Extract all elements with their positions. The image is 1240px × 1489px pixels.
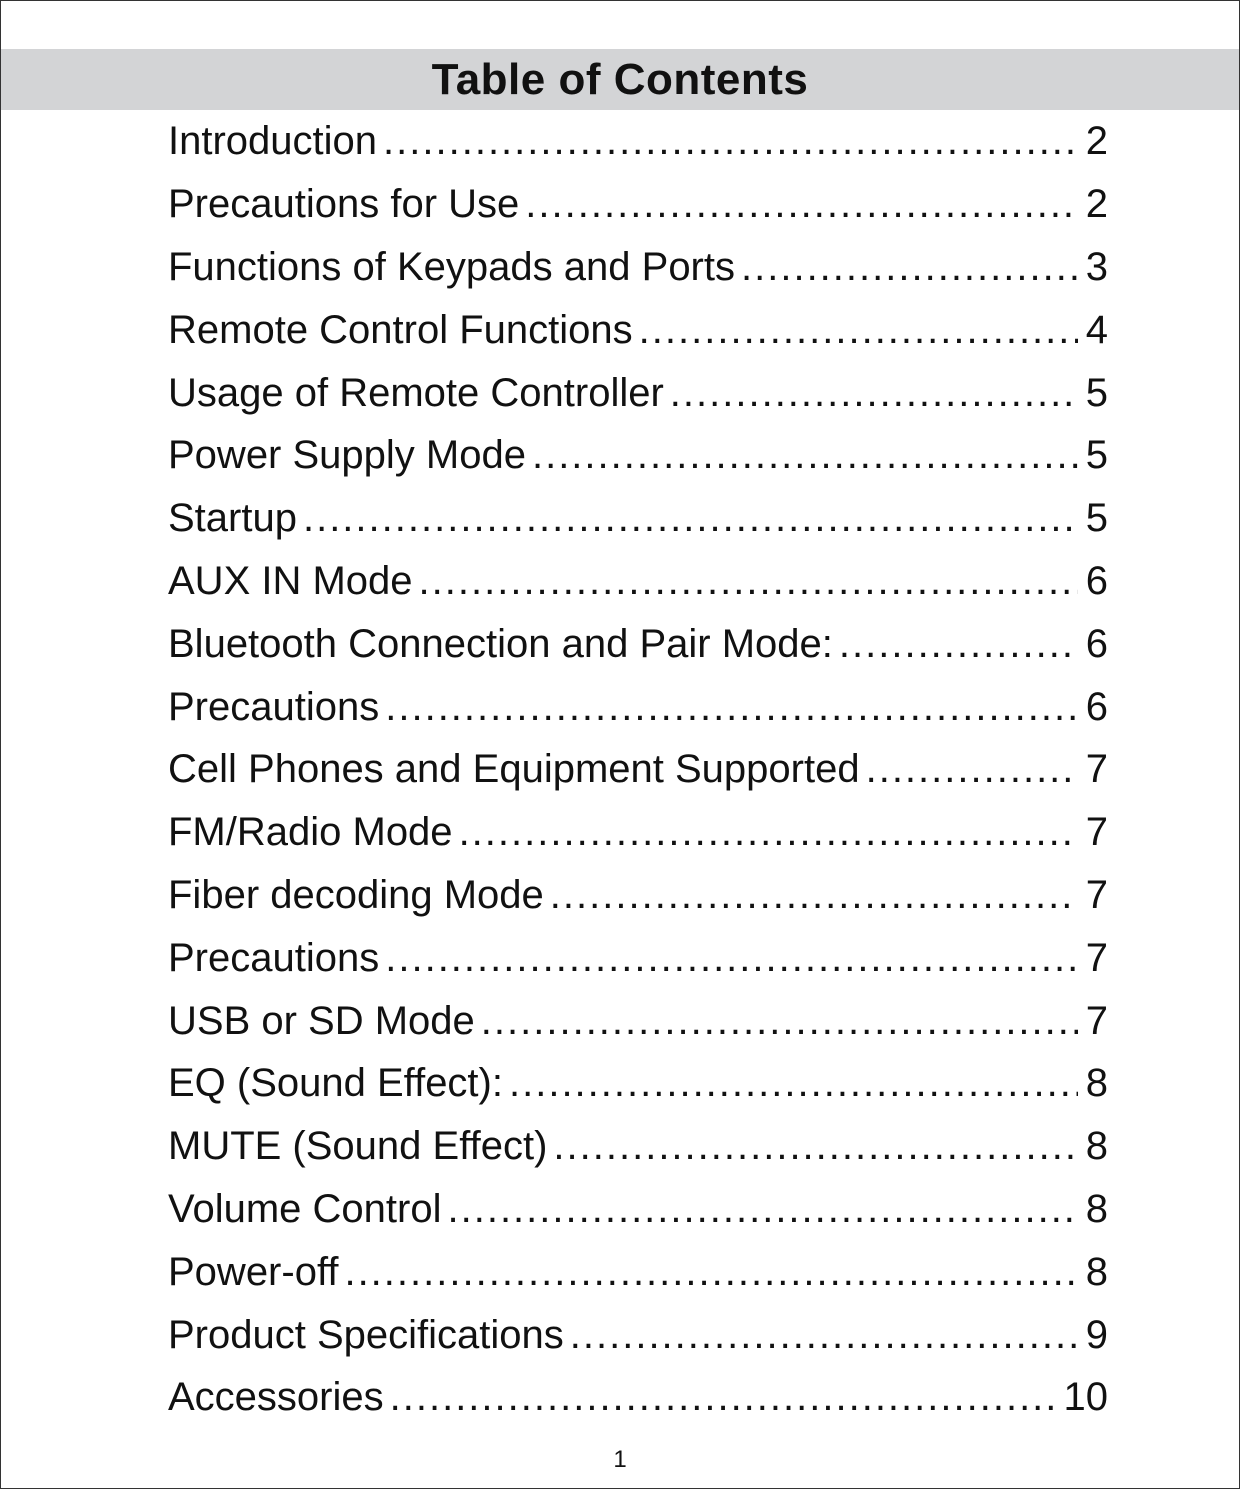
- toc-entry-page: 6: [1085, 684, 1108, 729]
- toc-entry-power-supply-mode[interactable]: [168, 424, 1108, 487]
- toc-entry-page: 3: [1085, 244, 1108, 289]
- toc-dot-leader: [385, 938, 1078, 978]
- toc-dot-leader: [741, 247, 1078, 287]
- toc-entry-label: Bluetooth Connection and Pair Mode:: [168, 621, 833, 666]
- toc-entry-bluetooth-connection[interactable]: [168, 612, 1108, 675]
- toc-dot-leader: [459, 812, 1078, 852]
- toc-entry-label: Startup: [168, 496, 297, 541]
- footer-page-number: 1: [613, 1446, 627, 1473]
- toc-entry-page: 7: [1085, 747, 1108, 792]
- toc-entry-introduction[interactable]: [168, 110, 1108, 173]
- toc-entry-page: 7: [1085, 935, 1108, 980]
- toc-dot-leader: [866, 749, 1078, 789]
- toc-entry-page: 5: [1085, 370, 1108, 415]
- page-title: Table of Contents: [431, 54, 809, 104]
- toc-entry-startup[interactable]: [168, 487, 1108, 550]
- toc-entry-page: 8: [1085, 1249, 1108, 1294]
- title-bar: [1, 49, 1239, 110]
- toc-entry-page: 2: [1085, 182, 1108, 227]
- toc-entry-label: Power-off: [168, 1249, 339, 1294]
- toc-entry-page: 5: [1085, 433, 1108, 478]
- toc-dot-leader: [383, 121, 1078, 161]
- toc-entry-label: Accessories: [168, 1375, 384, 1420]
- toc-dot-leader: [550, 875, 1078, 915]
- toc-entry-page: 6: [1085, 558, 1108, 603]
- toc-entry-product-specifications[interactable]: [168, 1303, 1108, 1366]
- toc-entry-label: Product Specifications: [168, 1312, 564, 1357]
- toc-dot-leader: [385, 687, 1078, 727]
- toc-entry-functions-of-keypads[interactable]: [168, 236, 1108, 299]
- toc-entry-precautions-for-use[interactable]: [168, 173, 1108, 236]
- toc-entry-precautions-bluetooth[interactable]: [168, 675, 1108, 738]
- toc-entry-label: Usage of Remote Controller: [168, 370, 664, 415]
- toc-entry-label: MUTE (Sound Effect): [168, 1124, 548, 1169]
- toc-entry-page: 7: [1085, 998, 1108, 1043]
- toc-entry-page: 5: [1085, 496, 1108, 541]
- toc-dot-leader: [419, 561, 1078, 601]
- toc-dot-leader: [670, 373, 1078, 413]
- toc-entry-page: 2: [1085, 119, 1108, 164]
- toc-entry-precautions-fiber[interactable]: [168, 926, 1108, 989]
- toc-dot-leader: [390, 1377, 1056, 1417]
- toc-dot-leader: [509, 1063, 1078, 1103]
- toc-entry-label: Precautions: [168, 684, 380, 729]
- toc-dot-leader: [839, 624, 1078, 664]
- toc-entry-volume-control[interactable]: [168, 1178, 1108, 1241]
- toc-entry-page: 8: [1085, 1186, 1108, 1231]
- toc-entry-remote-control-functions[interactable]: [168, 298, 1108, 361]
- toc-entry-usage-of-remote[interactable]: [168, 361, 1108, 424]
- toc-entry-label: Precautions: [168, 935, 380, 980]
- toc-entry-label: Remote Control Functions: [168, 307, 633, 352]
- toc-entry-label: Volume Control: [168, 1186, 442, 1231]
- toc-entry-fm-radio-mode[interactable]: [168, 801, 1108, 864]
- toc-entry-page: 9: [1085, 1312, 1108, 1357]
- toc-entry-power-off[interactable]: [168, 1240, 1108, 1303]
- toc-entry-page: 7: [1085, 872, 1108, 917]
- toc-dot-leader: [532, 435, 1078, 475]
- toc-entry-label: FM/Radio Mode: [168, 810, 453, 855]
- toc-entry-aux-in-mode[interactable]: [168, 550, 1108, 613]
- toc-entry-page: 4: [1085, 307, 1108, 352]
- toc-entry-mute-sound-effect[interactable]: [168, 1115, 1108, 1178]
- toc-entry-page: 6: [1085, 621, 1108, 666]
- toc-entry-label: EQ (Sound Effect):: [168, 1061, 503, 1106]
- toc-entry-page: 8: [1085, 1124, 1108, 1169]
- toc-entry-label: Introduction: [168, 119, 378, 164]
- toc-entry-label: Fiber decoding Mode: [168, 872, 544, 917]
- toc-entry-page: 8: [1085, 1061, 1108, 1106]
- toc-dot-leader: [447, 1189, 1078, 1229]
- toc-entry-cell-phones-supported[interactable]: [168, 738, 1108, 801]
- toc-entry-eq-sound-effect[interactable]: [168, 1052, 1108, 1115]
- toc-entry-label: Cell Phones and Equipment Supported: [168, 747, 860, 792]
- toc-entry-page: 7: [1085, 810, 1108, 855]
- toc-dot-leader: [639, 310, 1078, 350]
- toc-entry-label: USB or SD Mode: [168, 998, 475, 1043]
- toc-entry-label: Functions of Keypads and Ports: [168, 244, 735, 289]
- toc-entry-page: 10: [1063, 1375, 1108, 1420]
- toc-dot-leader: [303, 498, 1078, 538]
- toc-entry-label: Precautions for Use: [168, 182, 520, 227]
- toc-entry-label: Power Supply Mode: [168, 433, 526, 478]
- toc-entry-label: AUX IN Mode: [168, 558, 413, 603]
- toc-dot-leader: [481, 1001, 1078, 1041]
- toc-list: [168, 110, 1108, 1429]
- toc-dot-leader: [525, 184, 1078, 224]
- toc-entry-fiber-decoding-mode[interactable]: [168, 864, 1108, 927]
- toc-dot-leader: [553, 1126, 1078, 1166]
- toc-dot-leader: [344, 1252, 1078, 1292]
- toc-entry-accessories[interactable]: [168, 1366, 1108, 1429]
- toc-dot-leader: [570, 1315, 1078, 1355]
- toc-entry-usb-or-sd-mode[interactable]: [168, 989, 1108, 1052]
